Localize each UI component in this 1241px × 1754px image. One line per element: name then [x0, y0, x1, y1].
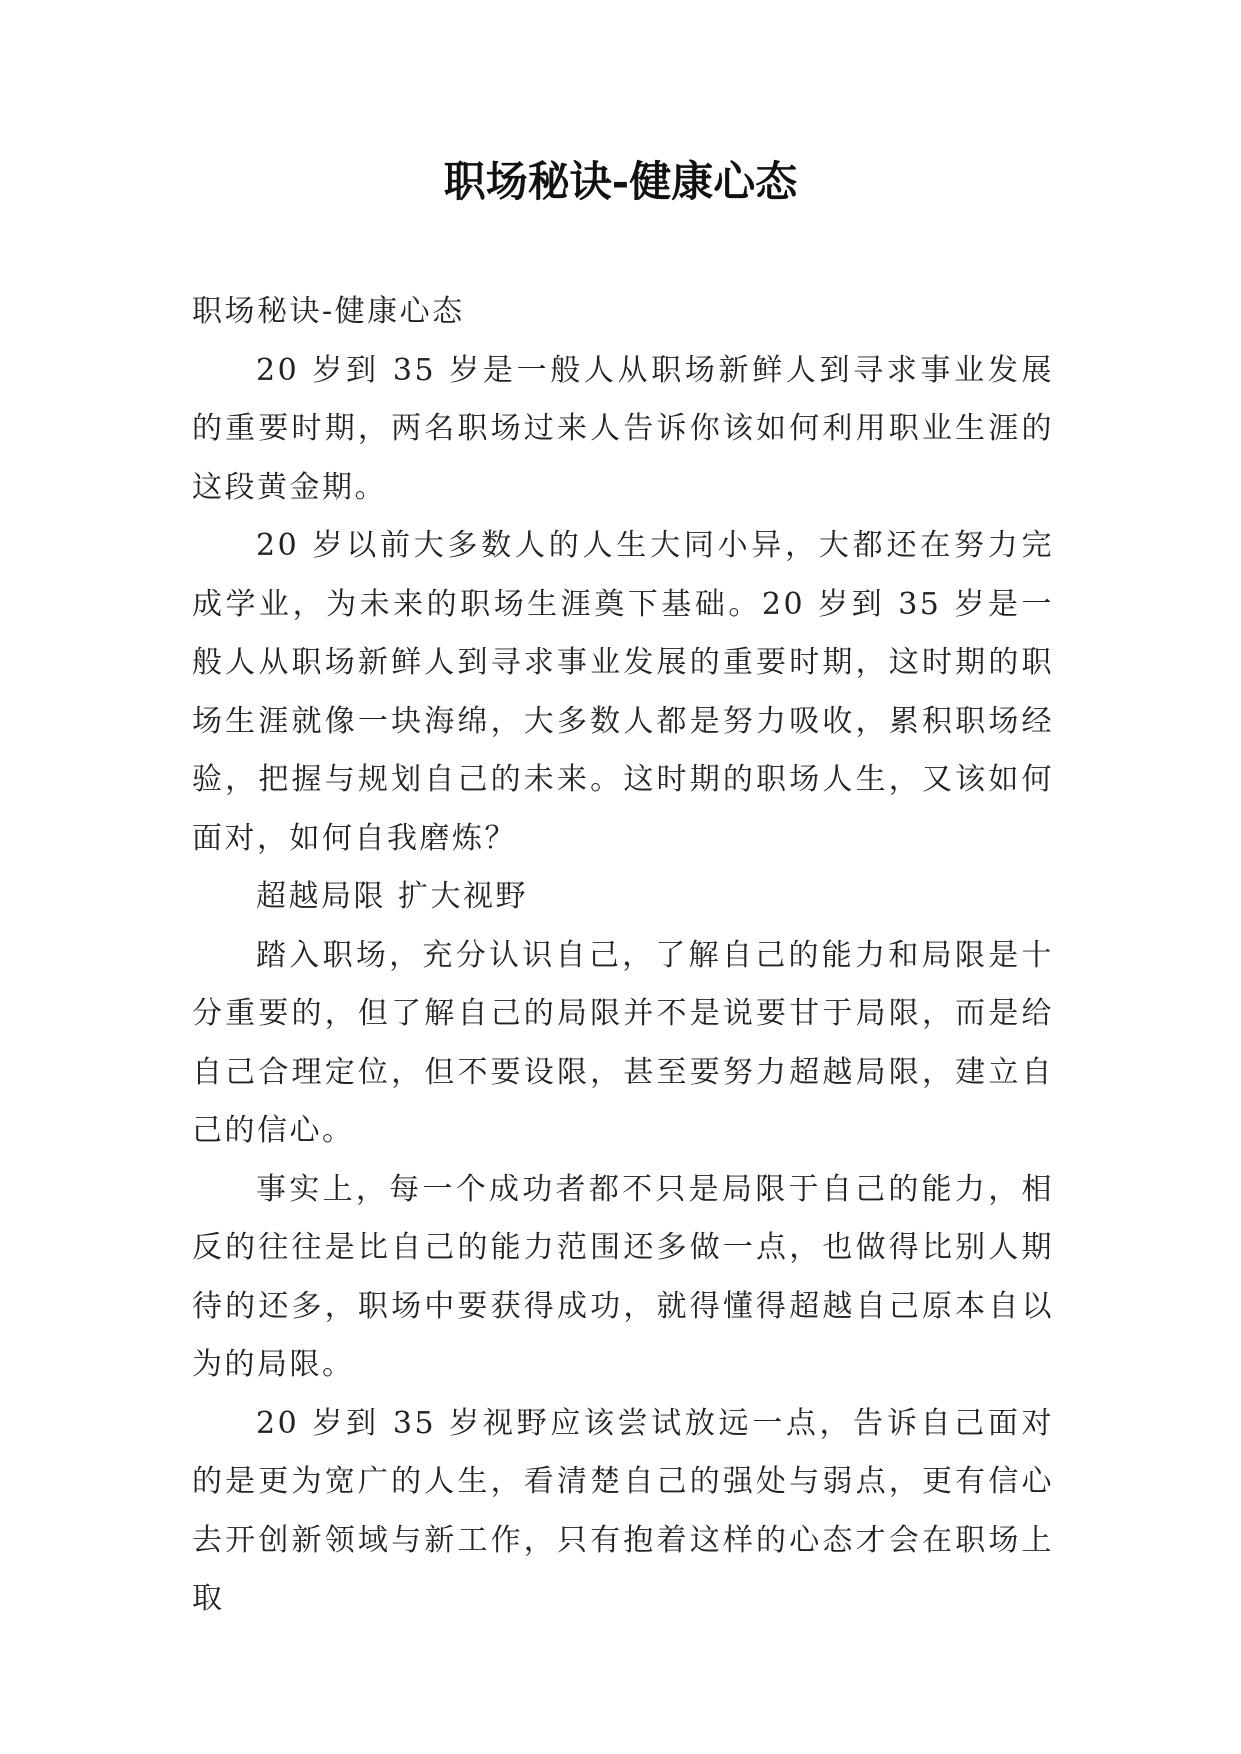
paragraph: 20 岁到 35 岁视野应该尝试放远一点，告诉自己面对的是更为宽广的人生，看清楚自己的强处与弱点，更有信心去开创新领域与新工作，只有抱着这样的心态才会在职场上取	[192, 1405, 1054, 1616]
paragraph: 20 岁以前大多数人的人生大同小异，大都还在努力完成学业，为未来的职场生涯奠下基础。20 岁到 35 岁是一般人从职场新鲜人到寻求事业发展的重要时期，这时期的职场生涯就像一块海绵，大多数人都是努力吸收，累积职场经验，把握与规划自己的未来。这时期的职场人生，又该如何面对，如何自我磨炼？	[192, 528, 1054, 856]
paragraph: 事实上，每一个成功者都不只是局限于自己的能力，相反的往往是比自己的能力范围还多做一点，也做得比别人期待的还多，职场中要获得成功，就得懂得超越自己原本自以为的局限。	[192, 1171, 1054, 1382]
paragraph: 踏入职场，充分认识自己，了解自己的能力和局限是十分重要的，但了解自己的局限并不是说要甘于局限，而是给自己合理定位，但不要设限，甚至要努力超越局限，建立自己的信心。	[192, 937, 1054, 1148]
section-heading: 超越局限 扩大视野	[256, 879, 529, 914]
document-body	[192, 283, 1054, 1629]
paragraph-heading: 职场秘诀-健康心态	[192, 294, 465, 329]
paragraph: 20 岁到 35 岁是一般人从职场新鲜人到寻求事业发展的重要时期，两名职场过来人告诉你该如何利用职业生涯的这段黄金期。	[192, 352, 1054, 505]
document-title: 职场秘诀-健康心态	[443, 157, 798, 206]
